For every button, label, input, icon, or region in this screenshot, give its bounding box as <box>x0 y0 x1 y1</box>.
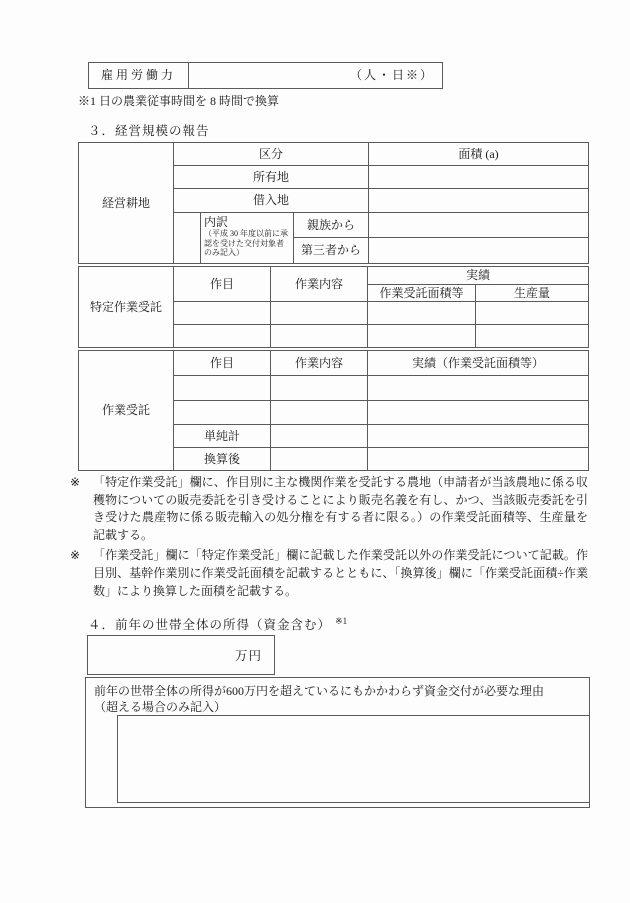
col-header-results-b: 実績 <box>368 267 589 285</box>
input-cell-c-crop-1[interactable] <box>174 376 271 401</box>
input-cell-c-work-2[interactable] <box>271 401 368 425</box>
cultivated-land-table <box>78 142 589 264</box>
row-header-rented-land: 借入地 <box>174 189 369 213</box>
note-text-1: 「特定作業受託」欄に、作目別に主な機関作業を受託する農地（申請者が当該農地に係る収穫物についての販売委託を引き受けることにより販売名義を有し、かつ、当該販売委託を引き受けた農産物に係る販売輸入の処分権を有する者に限る。）の作業受託面積等、生産量を記載する。 <box>93 475 588 542</box>
row-header-simple-total: 単純計 <box>174 425 271 448</box>
input-cell-b-production-2[interactable] <box>476 325 589 348</box>
row-header-from-third-party: 第三者から <box>294 238 369 264</box>
col-header-contract-area: 作業受託面積等 <box>368 285 476 302</box>
input-cell-b-area-1[interactable] <box>368 302 476 325</box>
input-cell-third-party-area[interactable] <box>369 238 589 264</box>
section3-heading: ３．経営規模の報告 <box>88 124 210 138</box>
uchiwake-label: 内訳 <box>204 215 229 229</box>
input-cell-rented-area[interactable] <box>369 189 589 213</box>
col-header-work-c: 作業内容 <box>271 351 368 376</box>
section3-notes <box>70 474 588 600</box>
section4-heading-text: ４．前年の世帯全体の所得（資金含む） <box>88 618 332 632</box>
input-cell-b-area-2[interactable] <box>368 325 476 348</box>
labor-table <box>88 62 443 89</box>
contract-work-table <box>78 350 589 471</box>
uchiwake-cell <box>201 213 294 264</box>
labor-label-cell: 雇用労働力 <box>89 63 189 89</box>
note-text-2: 「作業受託」欄に「特定作業受託」欄に記載した作業受託以外の作業受託について記載。作目別、基幹作業別に作業受託面積を記載するとともに、「換算後」欄に「作業受託面積÷作業数」により換算した面積を記載する。 <box>93 548 588 598</box>
col-header-area: 面積 (a) <box>369 143 589 166</box>
labor-footnote: ※1 日の農業従事時間を 8 時間で換算 <box>78 94 280 108</box>
input-cell-c-crop-2[interactable] <box>174 401 271 425</box>
reason-title: 前年の世帯全体の所得が600万円を超えているにもかかわらず資金交付が必要な理由 <box>94 684 545 698</box>
row-header-owned-land: 所有地 <box>174 166 369 189</box>
input-cell-c-results-1[interactable] <box>368 376 589 401</box>
input-cell-c-work-converted[interactable] <box>271 448 368 471</box>
labor-unit-cell[interactable]: （人・日※） <box>189 63 443 89</box>
section4-heading-sup: ※1 <box>335 615 348 626</box>
input-cell-b-work-1[interactable] <box>271 302 368 325</box>
row-header-converted: 換算後 <box>174 448 271 471</box>
input-cell-c-work-1[interactable] <box>271 376 368 401</box>
input-cell-b-crop-1[interactable] <box>174 302 271 325</box>
col-header-results-c: 実績（作業受託面積等） <box>368 351 589 376</box>
input-cell-owned-area[interactable] <box>369 166 589 189</box>
input-cell-family-area[interactable] <box>369 213 589 238</box>
input-cell-b-production-1[interactable] <box>476 302 589 325</box>
col-header-crop-b: 作目 <box>174 267 271 302</box>
specified-contract-work-table <box>78 266 589 348</box>
col-header-work-b: 作業内容 <box>271 267 368 302</box>
col-header-kubun: 区分 <box>174 143 369 166</box>
note-item-2 <box>70 547 588 600</box>
section4-heading <box>88 615 347 633</box>
col-header-crop-c: 作目 <box>174 351 271 376</box>
reason-input-box[interactable] <box>117 715 590 803</box>
row-label-tokutei-jutaku: 特定作業受託 <box>79 267 174 348</box>
note-marker-1: ※ <box>70 475 81 489</box>
input-cell-b-crop-2[interactable] <box>174 325 271 348</box>
uchiwake-note: （平成 30 年度以前に承認を受けた交付対象者のみ記入） <box>204 229 288 257</box>
input-cell-c-work-total[interactable] <box>271 425 368 448</box>
spacer-cell <box>174 213 201 264</box>
input-cell-b-work-2[interactable] <box>271 325 368 348</box>
note-marker-2: ※ <box>70 548 81 563</box>
row-header-from-family: 親族から <box>294 213 369 238</box>
input-cell-c-results-converted[interactable] <box>368 448 589 471</box>
row-label-sagyo-jutaku: 作業受託 <box>79 351 174 471</box>
row-label-keiei-kochi: 経営耕地 <box>79 143 174 264</box>
income-amount-box[interactable]: 万円 <box>87 635 275 675</box>
input-cell-c-results-total[interactable] <box>368 425 589 448</box>
input-cell-c-results-2[interactable] <box>368 401 589 425</box>
note-item-1 <box>70 474 588 544</box>
col-header-production: 生産量 <box>476 285 589 302</box>
reason-subtitle: （超える場合のみ記入） <box>94 700 227 714</box>
